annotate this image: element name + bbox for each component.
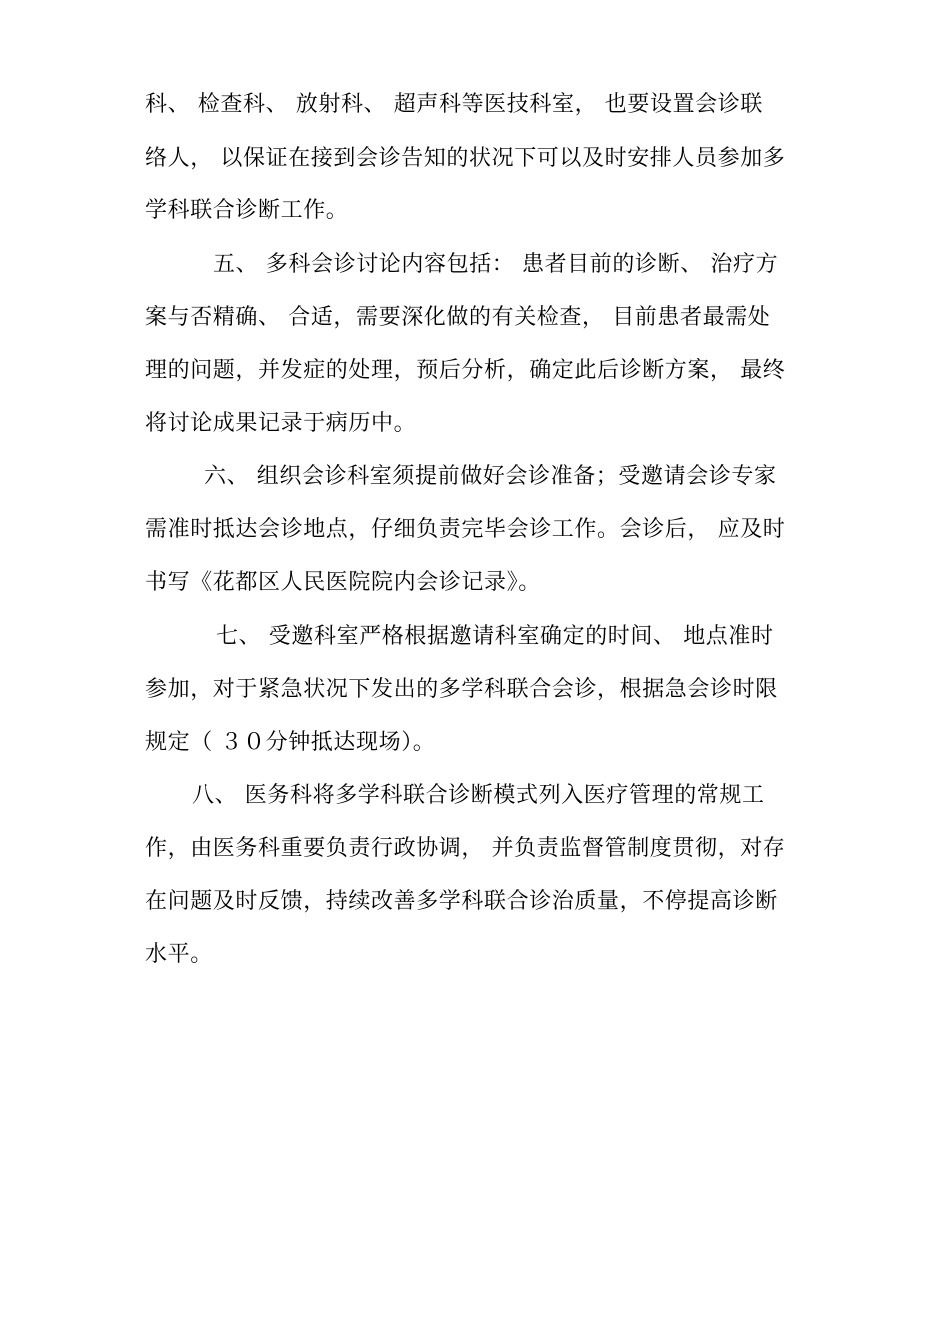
section-5-heading-line: 五、 多科会诊讨论内容包括： 患者目前的诊断、 治疗方 <box>213 252 779 277</box>
text-line: 作，由医务科重要负责行政协调， 并负责监督管制度贯彻，对存 <box>145 836 786 861</box>
text-line: 需准时抵达会诊地点，仔细负责完毕会诊工作。会诊后， 应及时 <box>145 517 786 542</box>
text-line: 规定（ ３０分钟抵达现场）。 <box>145 730 436 755</box>
text-line: 案与否精确、 合适，需要深化做的有关检查， 目前患者最需处 <box>145 305 771 330</box>
text-line: 书写《花都区人民医院院内会诊记录》。 <box>145 570 541 595</box>
text-line: 水平。 <box>145 942 213 967</box>
text-line: 科、 检查科、 放射科、 超声科等医技科室， 也要设置会诊联 <box>145 92 763 117</box>
text-line: 在问题及时反馈，持续改善多学科联合诊治质量，不停提高诊断 <box>145 889 778 914</box>
text-line: 将讨论成果记录于病历中。 <box>145 411 417 436</box>
text-line: 络人， 以保证在接到会诊告知的状况下可以及时安排人员参加多 <box>145 146 786 171</box>
text-line: 参加，对于紧急状况下发出的多学科联合会诊，根据急会诊时限 <box>145 677 778 702</box>
section-8-heading-line: 八、 医务科将多学科联合诊断模式列入医疗管理的常规工 <box>192 783 765 808</box>
text-line: 学科联合诊断工作。 <box>145 198 349 223</box>
text-line: 理的问题，并发症的处理，预后分析，确定此后诊断方案， 最终 <box>145 358 786 383</box>
section-7-heading-line: 七、 受邀科室严格根据邀请科室确定的时间、 地点准时 <box>216 624 774 649</box>
section-6-heading-line: 六、 组织会诊科室须提前做好会诊准备；受邀请会诊专家 <box>204 464 777 489</box>
